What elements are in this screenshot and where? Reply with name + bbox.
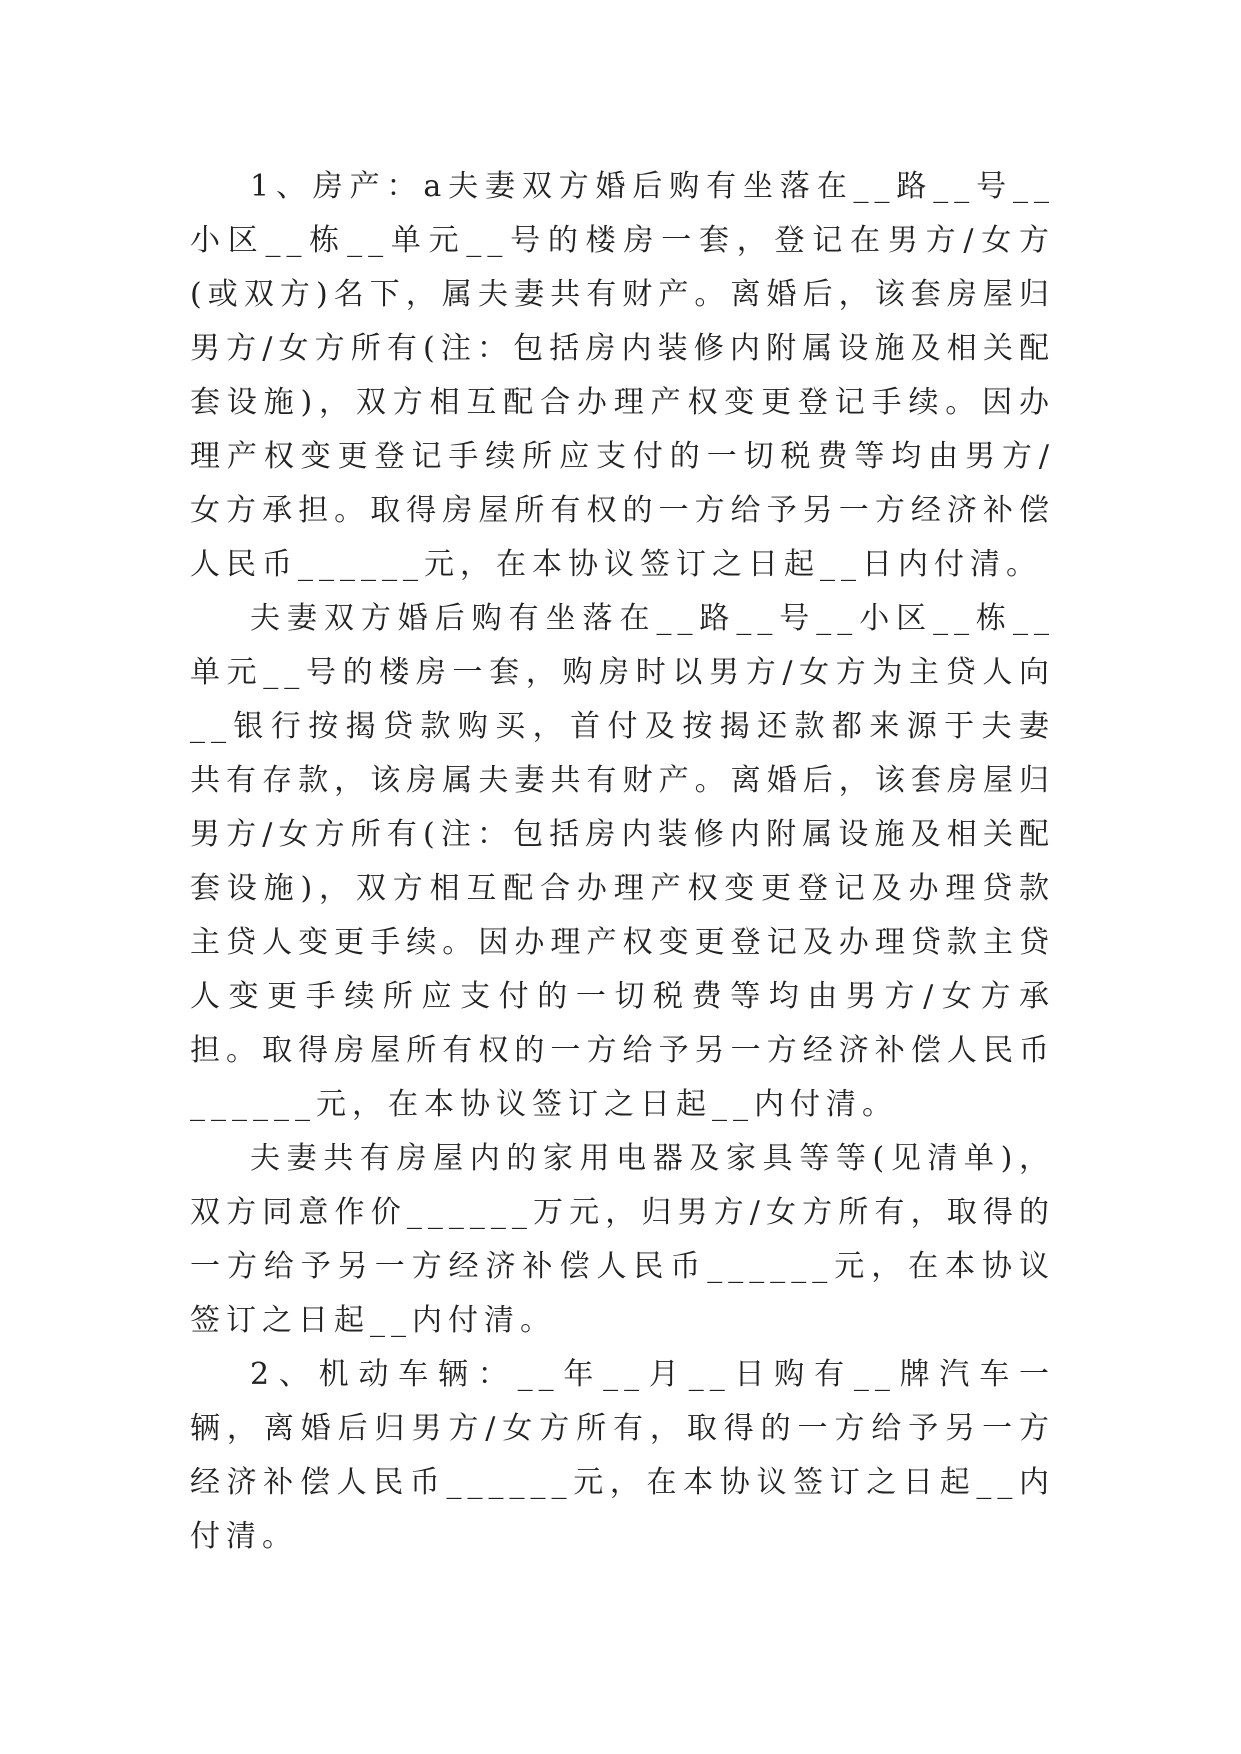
paragraph-appliances-furniture: 夫妻共有房屋内的家用电器及家具等等(见清单)，双方同意作价______万元，归男方/女方所有，取得的一方给予另一方经济补偿人民币______元，在本协议签订之日起__内付清。 — [190, 1141, 1055, 1338]
document-body — [190, 160, 1055, 1564]
paragraph-real-estate: 1、房产：a夫妻双方婚后购有坐落在__路__号__小区__栋__单元__号的楼房一套，登记在男方/女方(或双方)名下，属夫妻共有财产。离婚后，该套房屋归男方/女方所有(注：包括房内装修内附属设施及相关配套设施)，双方相互配合办理产权变更登记手续。因办理产权变更登记手续所应支付的一切税费等均由男方/女方承担。取得房屋所有权的一方给予另一方经济补偿人民币______元，在本协议签订之日起__日内付清。 — [190, 169, 1055, 582]
paragraph-mortgage-house: 夫妻双方婚后购有坐落在__路__号__小区__栋__单元__号的楼房一套，购房时以男方/女方为主贷人向__银行按揭贷款购买，首付及按揭还款都来源于夫妻共有存款，该房属夫妻共有财产。离婚后，该套房屋归男方/女方所有(注：包括房内装修内附属设施及相关配套设施)，双方相互配合办理产权变更登记及办理贷款主贷人变更手续。因办理产权变更登记及办理贷款主贷人变更手续所应支付的一切税费等均由男方/女方承担。取得房屋所有权的一方给予另一方经济补偿人民币______元，在本协议签订之日起__内付清。 — [190, 601, 1055, 1122]
paragraph-motor-vehicle: 2、机动车辆：__年__月__日购有__牌汽车一辆，离婚后归男方/女方所有，取得的一方给予另一方经济补偿人民币______元，在本协议签订之日起__内付清。 — [190, 1357, 1055, 1554]
